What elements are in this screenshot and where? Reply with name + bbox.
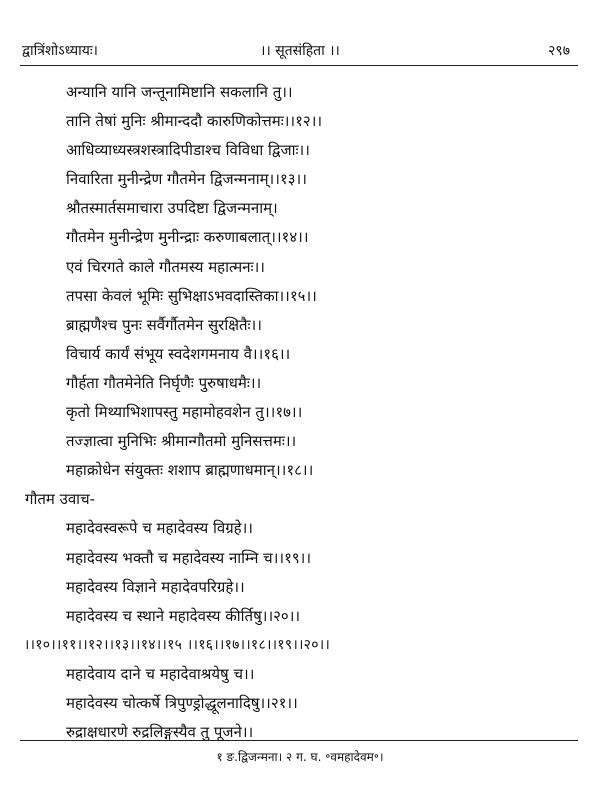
verse-line: महाक्रोधेन संयुक्तः शशाप ब्राह्मणाधमान्।।१८।।	[66, 461, 314, 480]
verse-line: महादेवस्वरूपे च महादेवस्य विग्रहे।।	[66, 519, 253, 538]
footnote: १ ङ.द्विजन्मना। २ ग. घ. ॰वमहादेवम॰।	[216, 750, 384, 764]
verse-line: महादेवस्य विज्ञाने महादेवपरिग्रहे।।	[66, 577, 245, 596]
verse-line: कृतो मिथ्याभिशापस्तु महामोहवशेन तु।।१७।।	[66, 403, 303, 422]
verse-line: महादेवस्य भक्तौ च महादेवस्य नाम्नि च।।१९।।	[66, 548, 312, 567]
verse-block	[24, 78, 580, 747]
verse-line: तपसा केवलं भूमिः सुभिक्षाऽभवदास्तिका।।१५।।	[66, 286, 317, 305]
verse-line: तज्ज्ञात्वा मुनिभिः श्रीमान्गौतमो मुनिसत्तमः।।	[66, 432, 297, 451]
verse-line: एवं चिरगते काले गौतमस्य महात्मनः।।	[66, 257, 265, 276]
chapter-heading: द्वात्रिंशोऽध्यायः।	[22, 43, 98, 59]
page-number: २९७	[548, 43, 570, 59]
verse-line: महादेवस्य च स्थाने महादेवस्य कीर्तिषु।।२०।।	[66, 606, 301, 625]
verse-line: तानि तेषां मुनिः श्रीमान्ददौ कारुणिकोत्तमः।।१२।।	[66, 112, 323, 131]
book-title: ।। सूतसंहिता ।।	[260, 43, 340, 59]
header-rule	[20, 65, 578, 66]
footnote-rule	[20, 740, 578, 741]
verse-line: विचार्य कार्यं संभूय स्वदेशगमनाय वै।।१६।।	[66, 344, 291, 363]
verse-line: गौर्हता गौतमेनेति निर्घृणैः पुरुषाधमैः।।	[66, 373, 262, 392]
verse-line: गौतमेन मुनीन्द्रेण मुनीन्द्राः करुणाबलात्।।१४।।	[66, 228, 309, 247]
verse-number-sequence: ।।१०।।११।।१२।।१३।।१४।।१५ ।।१६।।१७।।१८।।१९।।२०।।	[24, 636, 331, 653]
speaker-heading: गौतम उवाच-	[25, 490, 96, 509]
verse-line: निवारिता मुनीन्द्रेण गौतमेन द्विजन्मनाम्।।१३।।	[66, 170, 307, 189]
verse-line: श्रौतस्मार्तसमाचारा उपदिष्टा द्विजन्मनाम्।	[66, 199, 278, 218]
verse-line: ब्राह्मणैश्च पुनः सर्वैर्गौतमेन सुरक्षितैः।।	[66, 315, 262, 334]
verse-line: महादेवस्य चोत्कर्षे त्रिपुण्ड्रोद्धूलनादिषु।।२१।।	[66, 693, 298, 712]
verse-line: आधिव्याध्यस्त्रशस्त्रादिपीडाश्च विविधा द्विजाः।।	[66, 141, 310, 160]
verse-line: रुद्राक्षधारणे रुद्रलिङ्गस्यैव तु पूजने।।	[66, 723, 254, 742]
verse-line: महादेवाय दाने च महादेवाश्रयेषु च।।	[66, 664, 255, 683]
verse-line: अन्यानि यानि जन्तूनामिष्टानि सकलानि तु।।	[66, 83, 293, 101]
